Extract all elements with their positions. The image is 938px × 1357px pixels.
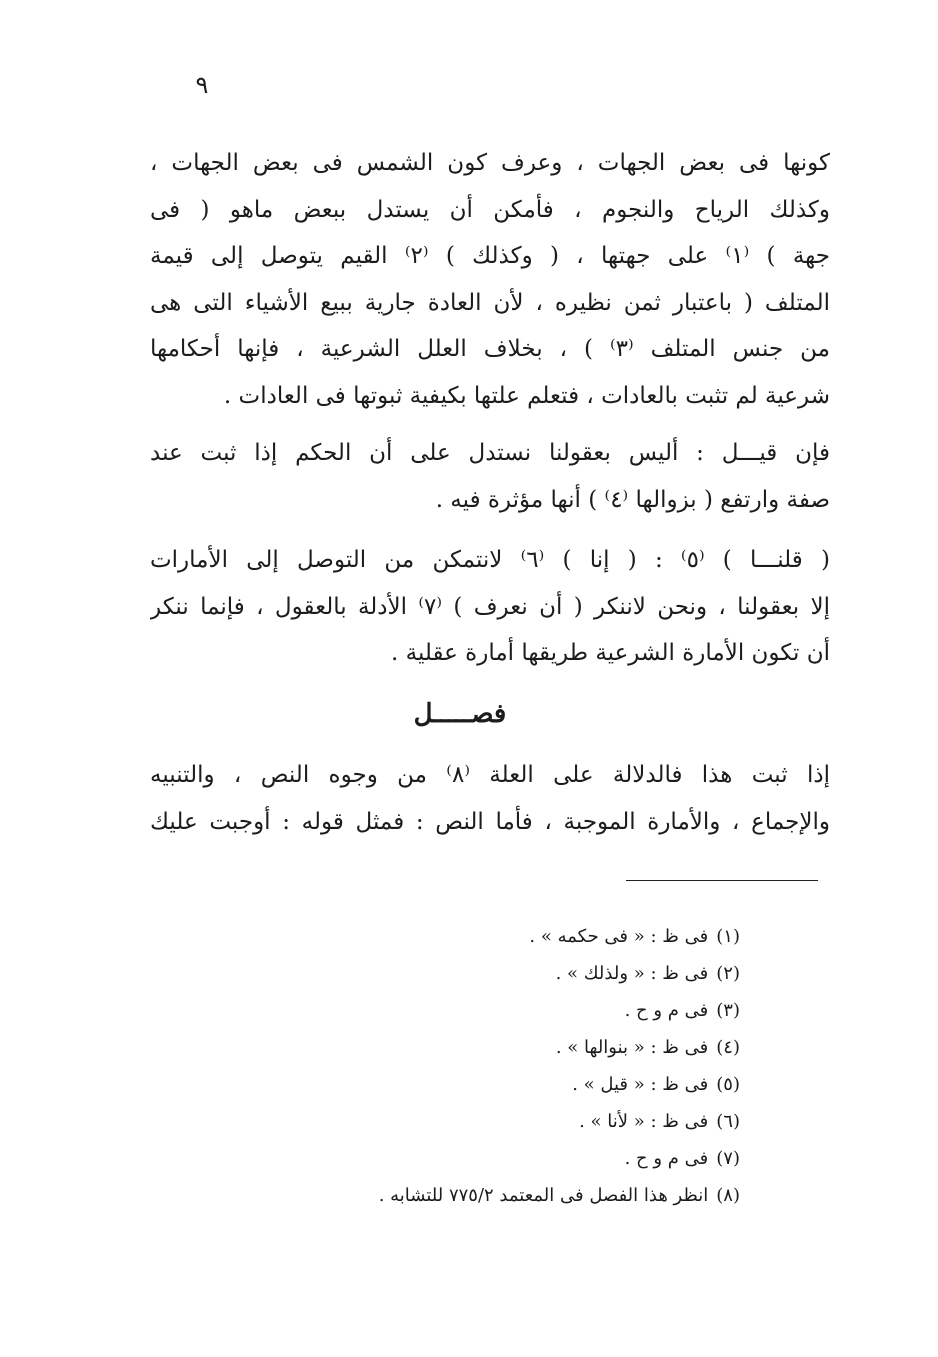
section-heading: فصـــــل (413, 699, 507, 729)
footnote-number: (١) (716, 926, 740, 947)
text-line: إذا ثبت هذا فالدلالة على العلة ⁽٨⁾ من وجوه النص ، والتنبيه (150, 762, 830, 788)
footnote-text: فى ظ : « بنوالها » . (555, 1037, 709, 1058)
text-line: صفة وارتفع ( بزوالها ⁽٤⁾ ) أنها مؤثرة فيه . (435, 486, 830, 513)
paragraph-3 (150, 537, 830, 677)
text-line: فإن قيـــل : أليس بعقولنا نستدل على أن الحكم إذا ثبت عند (150, 440, 830, 466)
footnote-text: فى ظ : « ولذلك » . (555, 963, 709, 984)
footnote (300, 992, 740, 1029)
footnote-text: فى م و ح . (624, 1000, 709, 1021)
footnote (300, 1066, 740, 1103)
text-line: جهة ) ⁽١⁾ على جهتها ، ( وكذلك ) ⁽٢⁾ القيم يتوصل إلى قيمة (150, 243, 830, 269)
paragraph-4 (150, 752, 830, 845)
footnote (300, 1029, 740, 1066)
footnote-number: (٣) (716, 1000, 740, 1021)
text-line: من جنس المتلف ⁽٣⁾ ) ، بخلاف العلل الشرعية ، فإنها أحكامها (150, 336, 830, 362)
text-line: أن تكون الأمارة الشرعية طريقها أمارة عقلية . (391, 640, 830, 666)
text-line: المتلف ( باعتبار ثمن نظيره ، لأن العادة جارية ببيع الأشياء التى هى (150, 289, 830, 316)
text-line: كونها فى بعض الجهات ، وعرف كون الشمس فى بعض الجهات ، (150, 150, 830, 176)
text-line: إلا بعقولنا ، ونحن لاننكر ( أن نعرف ) ⁽٧⁾ الأدلة بالعقول ، فإنما ننكر (150, 593, 830, 620)
footnote-text: فى ظ : « فى حكمه » . (529, 926, 709, 947)
paragraph-2 (150, 430, 830, 523)
text-line: شرعية لم تثبت بالعادات ، فتعلم علتها بكيفية ثبوتها فى العادات . (223, 382, 830, 409)
footnote (300, 918, 740, 955)
footnote-separator (626, 880, 818, 881)
footnote-number: (٧) (716, 1148, 740, 1169)
footnote (300, 1103, 740, 1140)
footnote-number: (٥) (716, 1074, 740, 1095)
footnote-number: (٦) (716, 1111, 740, 1132)
footnotes (300, 918, 740, 1214)
footnote (300, 955, 740, 992)
paragraph-1 (150, 140, 830, 419)
page-number: ٩ (195, 71, 209, 99)
text-line: ( قلنـــا ) ⁽٥⁾ : ( إنا ) ⁽٦⁾ لانتمكن من التوصل إلى الأمارات (150, 547, 830, 573)
text-line: والإجماع ، والأمارة الموجبة ، فأما النص : فمثل قوله : أوجبت عليك (150, 808, 830, 835)
footnote-text: فى ظ : « لأنا » . (579, 1111, 709, 1132)
footnote-number: (٢) (716, 963, 740, 984)
text-line: وكذلك الرياح والنجوم ، فأمكن أن يستدل ببعض ماهو ( فى (150, 196, 830, 223)
footnote-number: (٤) (716, 1037, 740, 1058)
footnote (300, 1140, 740, 1177)
footnote-text: فى م و ح . (624, 1148, 709, 1169)
footnote-text: فى ظ : « قيل » . (572, 1074, 709, 1095)
footnote (300, 1177, 740, 1214)
footnote-text: انظر هذا الفصل فى المعتمد ٧٧٥/٢ للتشابه . (378, 1185, 709, 1206)
footnote-number: (٨) (716, 1185, 740, 1206)
